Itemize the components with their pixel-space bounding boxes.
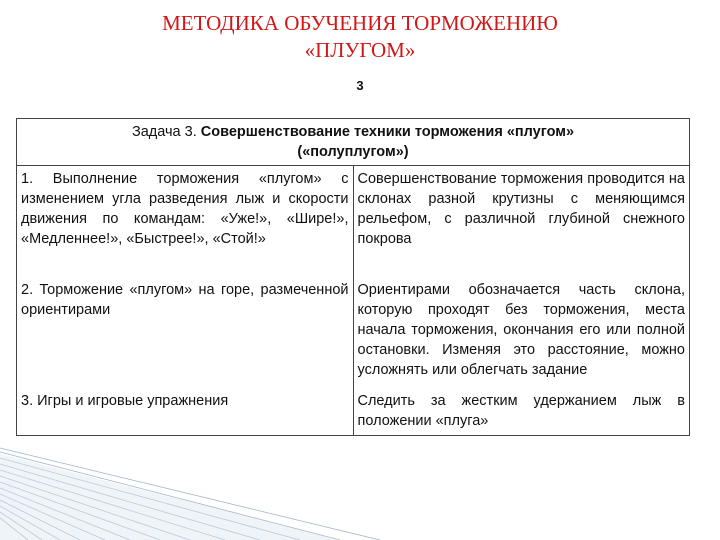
table-cell-guidance: Ориентирами обозначается часть склона, которую проходят без торможения, места начала торможения, окончания его или полной остановки. Изменяя это расстояние, можно усложнять или облегчать задание bbox=[357, 281, 685, 378]
slide-title bbox=[0, 10, 720, 64]
table-cell-exercise: 1. Выполнение торможения «плугом» с изменением угла разведения лыж и скорости движения по командам: «Уже!», «Шире!», «Медленнее!», «Быстрее!», «Стой!» bbox=[17, 166, 354, 277]
table-cell-guidance: Совершенствование торможения проводится на склонах разной крутизны с меняющимся рельефом, с различной глубиной снежного покрова bbox=[357, 171, 685, 247]
table-header-prefix: Задача 3. bbox=[131, 124, 197, 140]
table-row bbox=[17, 388, 690, 436]
decorative-stripes bbox=[0, 440, 720, 540]
table-cell-guidance: Следить за жестким удержанием лыж в положении «плуга» bbox=[357, 392, 685, 429]
slide-title-line-2: «ПЛУГОМ» bbox=[304, 38, 416, 62]
table-header-row bbox=[17, 119, 690, 166]
table-header-cell bbox=[17, 119, 690, 166]
table-header-bold: Совершенствование техники торможения «плугом» bbox=[200, 124, 575, 140]
table-row bbox=[17, 277, 690, 388]
table-header-line2: («полуплугом») bbox=[297, 144, 409, 160]
slide-title-line-1: МЕТОДИКА ОБУЧЕНИЯ ТОРМОЖЕНИЮ bbox=[162, 11, 558, 35]
table-cell-exercise: 3. Игры и игровые упражнения bbox=[17, 388, 354, 436]
slide-number-label: 3 bbox=[356, 78, 364, 93]
table-cell-exercise: 2. Торможение «плугом» на горе, размеченной ориентирами bbox=[17, 277, 354, 388]
table-row bbox=[17, 166, 690, 277]
task-table bbox=[16, 118, 690, 436]
